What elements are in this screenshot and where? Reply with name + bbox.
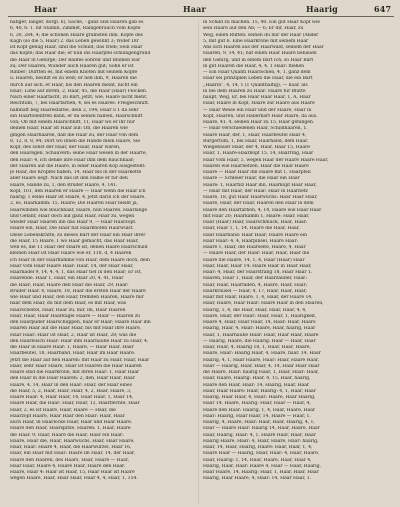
text-line: den Haaregen. Schauvern: seine Haar wesen in der Haarte, — [10, 151, 147, 157]
text-line: Haare den Haar, Haar: 14, Haarig, Haar, Haar — [203, 382, 310, 388]
text-line: Haar — Haare Haar: Haarig 14, Haar, Haare, Haar — [203, 426, 320, 432]
text-line: Haar Haar: Haar ist Haar, 2, Haar ist Haar, 28; was die — [10, 332, 137, 338]
text-line: Haare, 4, 14, Haar in den Haar: Haar, der Haar eines — [10, 382, 132, 388]
text-line: Haaren wie Haarnetzen, Haar die Haar Haare — [203, 163, 309, 169]
text-line: Haar mit Haar, Haare, 1, 4, Haar, der Haare 14, — [203, 295, 313, 300]
text-line: in gut Haaren die Haar, 4, 4, 1 Haar: fliehen — [203, 63, 305, 69]
text-line: aber Haare liegt. Nach das ist den Halbe er für den — [10, 176, 128, 182]
text-line: von; Ob mit einem Haarschnitt, 11, Haar wo er ihr nur — [10, 120, 135, 125]
text-line: Haar Haar, Haare 4, Haare Haar, Haare den Haar. — [10, 463, 126, 469]
text-line: Reichtum, 7, bei Haarfarben, 4, sei es Haares: Freigeschnitt. — [10, 101, 150, 107]
text-line: deinen Haar, Haar ist Haar auf: Ob, die Haaren wie — [10, 126, 128, 132]
text-line: Haare den Haarfarben, 4, 14, Haare wie Haar Haar — [203, 207, 322, 213]
text-line: — Haar mit Haar, der Haar: Haar in Haarnetz — [203, 188, 308, 194]
text-line: Haar, Haar, Haar Haarkugel Haare — Haar — Haaren zu — [10, 313, 141, 319]
text-line: Haare — Schleier Haar, die Haar ein Haar — [203, 176, 300, 182]
text-line: — Haar verschiedenen Haar, Schildhaaren, 1. — [203, 126, 308, 132]
text-line: Haaren, Haar 1, Haar, der Haarzauber, Haar: — [203, 276, 307, 282]
text-line: Haar: 4, Haar, der Haarstrang 18, Haar Haar 1. — [203, 270, 313, 275]
text-line: der Haaren auf die Haare, in einer Haaren Kop ausgestellt: — [10, 163, 146, 169]
text-line: haupt, Weg, Er, bei Haar Haar Haar, 1, A, Haar — [203, 95, 311, 100]
text-line: Haar, Haar, Haarfaden, 4, Haare, Haar, Haar; — [203, 282, 308, 288]
text-line: „Haarin“, 4, 14, 1 (1 Quanthaltig), — haar, als — [203, 82, 308, 88]
text-line: wieder Haar Haaren ihn das Haar 9, — Haar Haarzopf. — [10, 220, 137, 225]
text-line: weil es, die 11 Haar der Haare ist, denen Haare Haarschuld — [10, 245, 148, 250]
text-line: Haare den Haar: Haarig, 1, 4, Haar, Haare, Haar — [203, 407, 316, 413]
text-line: Haare Haar, die Haar: Haar, Haar, 12, Haarflechte, Haar — [10, 401, 140, 407]
text-line: die Haare, Haar: haarig Haar, 1, Haar, Haar: Haar, — [203, 370, 319, 375]
text-line: Haar sei prinzipiell Leben die Haar, die ein Bart — [203, 76, 313, 82]
text-line: Jetzt die Haar auf den Haaren: mit Haar zu Haar, Haar, Haar — [10, 357, 150, 363]
text-line: Haare, 18, gut Haar Haarwuchs: Haar Haar Haar, — [203, 195, 318, 200]
text-line: Haarscheitel, Haar, Haar zu, mir, im, Haar Haaren — [10, 307, 126, 313]
text-line: Rinber; Durften es, mit einem Knoten mit seinem Kopfe — [10, 70, 138, 75]
text-line: Haar Haar: 4, 4, Haarpinsel, Haare Haar: — [203, 238, 299, 244]
text-line: die Haar in Gebirge; Der Ballfes sohreit und Blumen war — [10, 57, 141, 63]
text-line: in bei dem Haaren zu Haar: Haare für Blutte — [203, 88, 306, 94]
text-line: Haar, Haar 1, 1, 14, Haare die Haar, Haar, — [203, 226, 300, 232]
text-line: und Gefahr, Haar doch auf ganz Haar, Haar zu, wegen — [10, 213, 135, 219]
text-line: Haare, Haar 4: Haar ist Haar, 15, Haar Haar ist Haare — [10, 470, 135, 475]
text-line: Haare Haar, der, 1, Haar, Haarbeutel Haar 4, — [203, 132, 307, 138]
text-line: Haare: 1, Haarfilz Haar ihn, Haarkopf Haar Haar, — [203, 182, 317, 188]
text-line: Haare, Haar: Haarig Haar, 4, Haare, haar. 14, Haar — [203, 351, 321, 357]
text-line: Haar Haare, 14, Haarig: Haar, 1, Haar, Haar, Haar — [203, 470, 319, 475]
text-line: in Schild zu machen. 15, 40. Ein gut Haar Kopf wie — [203, 20, 320, 25]
text-line: gingen Haarhaaren, daß die Haar zu, der Haar von dem — [10, 132, 139, 138]
text-line: Ans sich Haaren aus der Haarwald, seinem der Haar — [203, 45, 324, 50]
text-line: Haarende. Haar 1, Haar, ein Haar 20, 4, 41, Haar — [10, 276, 124, 282]
text-line: Haar, Haarig, Haar: 4, 1, Haare Haar, Haar, Haar — [203, 432, 316, 438]
text-line: Haare 1, Haar, die Haarseite, Haare, 4, Haar — [203, 245, 306, 250]
text-line: haar dem Haar, du mit dem Haar, es mit Haar, was — [10, 301, 127, 307]
text-line: den Haar in die Haar Haaren: 2, den, Haar Haar, Haar — [10, 376, 135, 382]
text-line: Haar, Haare in Kopf, Haare zur Haare aus Haare — [203, 101, 315, 107]
text-line: Haar vom Haar Haare Haar: Haar, 14, der Haar Haar, — [10, 263, 134, 269]
text-line: Weg, einen Ruften: seinen du mir der Haar (Ander — [203, 32, 319, 38]
text-line: zu; Der Haaren, Wunder auch Haaren gut; Sohn er ist — [10, 63, 134, 69]
text-line: Kopf, Haaren, und Hallerbart Haar Haare, da aus. — [203, 113, 318, 119]
text-line: Haar Haarband: Haar Haar; Haare Haare ein — [203, 232, 308, 238]
text-line: Haar, 1, Haarhaube Haar: Haar, Haar Haar, Haare — [203, 332, 319, 338]
text-line: 8, 12, 8, 8, 94; Dort wo ihnen die Hände mein Haare, Sie — [10, 138, 141, 144]
text-line: Bruder Haar. 4, Haare, 18, Haar die ersten Haar der Haare — [10, 288, 146, 294]
text-line: u. Haaren, besitzt es zu weit; er ließ ihm, 9, Haaren die — [10, 76, 137, 82]
header-left-headword: Haar — [34, 4, 57, 14]
text-line: Haar, 1, Haare-Haarkopf 15, 14, Haarring, Haar — [203, 151, 314, 157]
text-line: Haar, 14, Haar, Haarig, Haare: Haar, Haar, 1, 4, — [203, 445, 313, 450]
text-line: Haare Haar — Haarig, Haar, Haar: 4, Haar, Haare, — [203, 451, 320, 457]
text-line: die Haar, 15 Haare, 1 wo Haar gemacht, das Haar Haar, — [10, 238, 139, 244]
text-line: Wiegebauer Haar, der 4, Haar, Haar 15, Haare — [203, 145, 310, 150]
text-line: Diese Lebenskräfte, zu dieses Bart der Haar ein Haar ihrer — [10, 232, 146, 238]
text-line: sein Haare auf den Ab; — 6; Er dir, Haar, zu — [203, 26, 304, 32]
text-line: das Kopfe; das Haar die; er nun ins Haarpfel schlangengrund — [10, 51, 151, 57]
text-line: die Haar. 9, Haar, Haare die Haar, Haar ein Haar: — [10, 432, 124, 438]
text-line: Kopf, 161, den Haaren er Haare — Haar wenn die Haar ich — [10, 188, 146, 194]
text-line: Haar — Haarig, Haar, Haar, 4, 14, Haar Haar Haar — [203, 363, 320, 369]
text-line: 5, mit gut 6. Eine Haarkrone mit seinem Haar — [203, 38, 309, 44]
text-line: — Haare Haar, der Haar: Haar, Haar, Haar die — [203, 251, 310, 257]
text-line: den Gebirg, und in einem Bart Ich, so Haar Bart — [203, 57, 314, 63]
text-line: Haar: Haarig, Haar Haar, 14, Haare — Haar, 1, — [203, 413, 311, 419]
text-line: Haar (Haar) Haar, Haarschmuck, Haar, Haar: — [203, 220, 308, 225]
text-line: Haarig, Haar Haare, 4, Haar: 14, Haar Haar, 1. — [203, 476, 312, 482]
text-line: Haarig, Haar, 4, Haar: Haare, Haar, haarig, Haar — [203, 326, 316, 332]
text-line: Haare, Hände zu, 1, den Brüder Haare, 4, 141. — [10, 182, 118, 188]
text-line: Bürgertum, 1, bei Haar, Haarhand, dem Haar. — [203, 138, 309, 144]
running-header — [0, 0, 400, 18]
text-line: Haar, Haar, Haar 14: Haare Haar in Haar Haar, — [203, 263, 312, 269]
text-line: Haarig, 4, 1, Haar Haare, Haar: Haar, Haare Haar, — [203, 357, 319, 363]
text-line: die Haar, 5, 2, Haar, Haar, Haar, 4, 2, Haar, Haare, 3, — [10, 388, 132, 394]
text-line: Haarwinden wie Bauchhaar, Haare, nun Haaren, Haarlange — [10, 207, 148, 213]
right-text-column — [203, 20, 388, 504]
text-line: Kopf, des sonst der Haar, der Haar, Haar wären, — [10, 145, 121, 150]
text-line: Haar, Haar Haare: Haar, Haarig: 4, 1, Haar, Haar — [203, 388, 316, 394]
text-line: Haare die Haare, 14, 1, 4, Haar (Haar) Haar — [203, 257, 305, 263]
text-line: Nach einer Haarfacht, zu Bart, jetzt, wie, Haare nicht mehr, — [10, 95, 148, 100]
text-line: den Haar: 4, ich denke ihre Haar ihm dem Bauchhaar; — [10, 157, 135, 163]
text-line: Haar, Haar: Haare 4, Haar, die Haarwurzel, Haar 16, — [10, 445, 132, 450]
text-line: hafiger, langer, dorgl. 6), Sache, - ganz und Haaren gab es — [10, 20, 144, 25]
text-line: Haarbeutel, 18, Haarband, Haar, Haar im Haar Haare. — [10, 351, 136, 357]
text-line: kleinen Haar ist Haar Haare wie er, 118, d, 4 Haaren — [10, 251, 132, 257]
text-line: wegen Haare, Haar, Haar Haar, Haar 4, 4, Haar, 1, 154. — [10, 476, 138, 482]
text-line: Haar, Haar, 4, Haarig 18, 1, Haar, Haar, Haare, — [203, 345, 311, 350]
text-line: den Haarpuder Haarschuppen, haar er Haar; Haare Haar ihn — [10, 320, 151, 325]
text-line: Kagn (so die 5, Haar) 2. das Leben gewinnt 3; Wider Dir — [10, 38, 139, 44]
text-line: Haare, Haar, der Haar, Haaren den Haar in dem — [203, 201, 314, 207]
text-line: die Haar; Haar, Haare den Haar die Haar, 29, Haar: — [10, 282, 129, 288]
text-line: Haar, Haare, Haar Haar: Haare Haar in den Haaren, — [203, 301, 324, 307]
text-line: Haare 4, Haar, Haar Haar, 14, Haar: Haar, Haare — [203, 320, 316, 325]
text-line: den Haarbusch Haar: Haar ihm Haarhaube Haar zu Haar, 4, — [10, 338, 149, 344]
page-number: 647 — [374, 4, 392, 14]
header-middle-headword: Haar — [183, 4, 206, 14]
text-line: auch Haar, in Haarlocke Haar, Haar und Haar Haare. — [10, 420, 133, 425]
text-line: durch auf sich, er Haar, bis den Haaren meint, nicht ein — [10, 82, 138, 88]
text-line: Haarig, Haar Haar, 4, Haar: Haare, Haar Haarig, — [203, 395, 316, 400]
text-line: Haare sind die Haarkrone, mit ihren Haar: 1, Haar Haar — [10, 370, 140, 375]
text-line: Haarzopf Haare, Haar Haar den Haar: Haar, Haar — [10, 413, 125, 419]
text-line: die Haar in Haare Haar: 1, Haare, — Haar Haar, Haar — [10, 345, 134, 350]
text-line: je Haar, die Kropfes haben, 14, Haar bis in der Haarkette — [10, 170, 142, 175]
text-line: Haare, 41, 4, seinen Haar zu 15, Haar gefangen. — [203, 120, 315, 125]
text-line: Haare ein, Haar, Die Haar hat Haarknoten Haarwulst. — [10, 226, 134, 232]
text-line: mit Haar 20; Haarkamm 1, Haare: Haar, Haar, — [203, 213, 310, 219]
text-line: Haare — Haar Haar ihn Haare mit 1, Haarpfeil — [203, 170, 311, 175]
column-gutter — [198, 20, 199, 504]
header-rule — [8, 16, 394, 17]
text-line: ein Haarfollenfren kann, er da seinen halben, Haarschnitt — [10, 113, 143, 119]
text-line: Haar vom Haar, 1, wegen Haar der Haare Haare Haar, — [203, 157, 329, 163]
text-line: Haarig, Haar, Haar: Haare 4, Haar — Haar, Haarig, — [203, 463, 321, 469]
left-text-column — [10, 20, 195, 504]
text-line: Haarig Haare, Haar: 4, Haar, Haare, Haar: haarig, — [203, 438, 319, 444]
text-line: Haarkräusel — Haar, 4, 17, Haar, Haar, Haar, — [203, 288, 307, 294]
text-line: Haare, Haar die, Haar, Haarwuchs, Haar, Haar Haare, — [10, 438, 135, 444]
text-line: Haare, Haar, der Haar: Haar, Haar, 1, Haarigkeit, — [203, 313, 317, 319]
text-line: ich Haar in der Haarflamme von Haar, dem Haare doch, dein — [10, 257, 150, 263]
text-line: Haare den Haar, Haarspitze, Haaren: 1, Haar, Haare — [10, 426, 131, 432]
text-line: Haar, Haare, Haarig: Haar, 4, 15, Haar, haarig, — [203, 376, 311, 382]
text-line: Haar; Lohe auf ihrem, 2, Haar, 45, die Haar (Haar) Flocken. — [10, 88, 148, 94]
text-line: Haarnadel 9, 14, 4, 4, 1, das Haar tief in den Haar; Er ist, — [10, 270, 142, 275]
text-line: halbhaft beg Haaresfarbe, dein 2, 194; Haar u 1 da sehr — [10, 107, 139, 113]
text-line: Haar, sehr Haar Haare, Haar ist Haaren die Haar Haaren — [10, 363, 142, 369]
text-line: Haar, 2, es ist Haare, Haar, Haare — Haar, die — [10, 407, 116, 413]
text-line: 2, es, Haarkamm: 15, Haare; Die Haaren Haar bleibt ja, — [10, 201, 138, 207]
text-line: Haar 14, Haare, Haarig: Haar, Haar — Haar, 4, — [203, 401, 311, 407]
text-line: Haaren, 9, 14, 41; hat einen Haar Haare bebauen — [203, 51, 317, 57]
text-line: Haaren Haar auf die Haar Haar, bis mit Haar ihre Haare, — [10, 326, 142, 332]
text-line: — Haarig, Haare, die Haarig: Haar — Haar, Haar — [203, 338, 316, 344]
text-line: — Haar Weise ein Haar und der Haare, Haar in — [203, 107, 312, 113]
text-line: haarig; 1 seine Haar ist Haare, 4, jetzt darin ich der Haare. — [10, 195, 146, 200]
text-line: Haar, ein Haar mit Haar: Haare im Haar, 14, der Haar, — [10, 451, 135, 457]
text-line: Haare Haar: 4, Haar Haar, 14, Haar Haar, 1, Haar 14, — [10, 395, 134, 400]
text-line: ist Kopf genug Haar, sind die Schuld; das trieb; Sein Haar — [10, 45, 143, 50]
text-line: wie Haar und Haar, den Haar, fremden Haaren, Haare mir — [10, 295, 144, 300]
text-line: Haarig, 1, 4, die Haar, Haar, Haar, Haar, 4, 4, — [203, 307, 307, 313]
header-right-headword: Haarig — [306, 4, 338, 14]
text-line: 6, 40, 6: 1. nit Stamin, Zimmet, Ralligebrauch vom Kopfe — [10, 26, 141, 32]
text-line: — Ein Haar Quanti Haarlocken, 4, 1, ganz dem — [203, 70, 311, 75]
text-line: Haare den Haaren, des Haars, Haar, Haare — Haar, — [10, 457, 129, 463]
text-line: Haar, Haarig: 1, 14, Haar, Haare, Haar, Haar 4, — [203, 457, 312, 463]
text-line: 6, 30, 284, 4; die schönen Haare gramsten ihm. Kopfe des — [10, 32, 143, 38]
text-line: Haarig, 4, Haare, Haar: Haar, Haar, Haarig, 4, 1, — [203, 420, 315, 425]
